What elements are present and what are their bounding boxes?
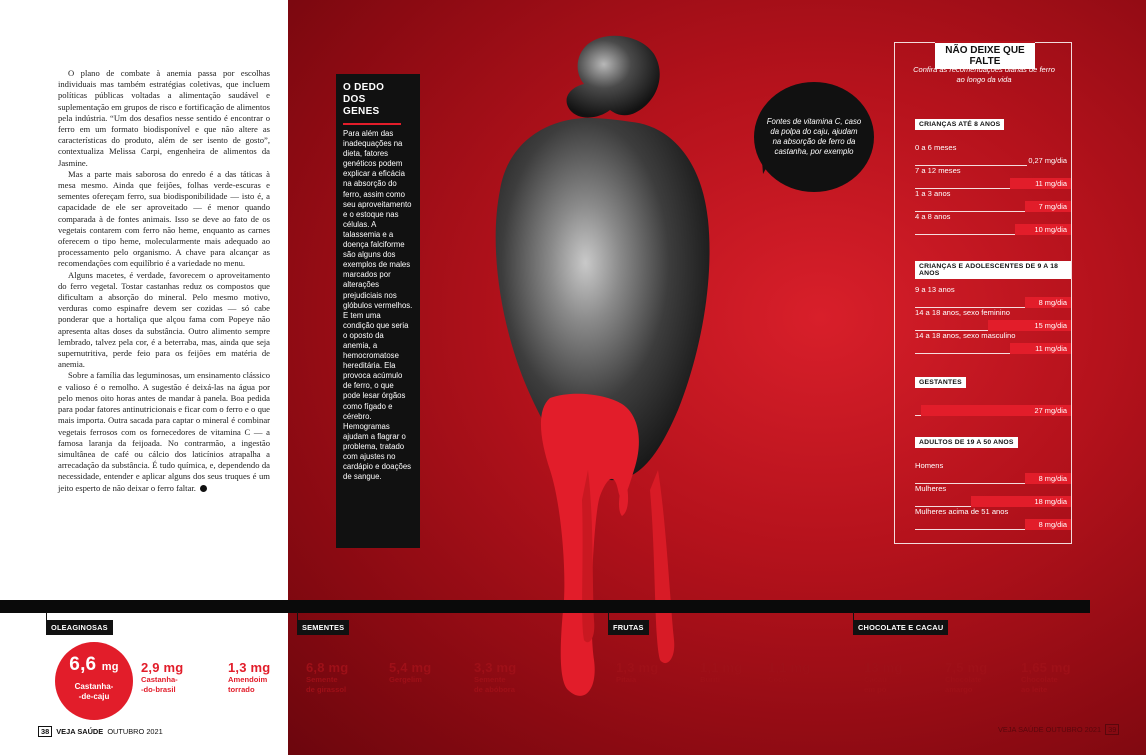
food-item-name <box>474 675 516 694</box>
food-item-name-line2: de girassol <box>306 684 347 694</box>
food-item <box>474 660 516 694</box>
article-paragraph-text: Sobre a família das leguminosas, um ensinamento clássico e valioso é o remolho. A sugestão é deixá-las na água por pelo menos oito horas antes de mandar à panela. Boa pedida para podar fatores antinutricionais e ficar com o ferro e o que mais importa. Outra sacada para captar o mineral é combinar vegetais ferrosos com os fornecedores de vitamina C — a famosa laranja da feijoada. No contrarmão, a ingestão simultânea de café ou cálcio dos laticínios atrapalha a arrecadação da substância. É tudo química, e, dependendo da necessidade, entender e aplicar alguns dos seus truques é um jeito esperto de não deixar o ferro faltar. <box>58 370 270 493</box>
food-item-name <box>141 675 183 694</box>
panel-row-bar: 10 mg/dia <box>1015 224 1071 235</box>
featured-item-name <box>55 682 133 702</box>
juice-drip-3 <box>650 470 674 663</box>
panel-row-label: 14 a 18 anos, sexo masculino <box>915 331 1016 340</box>
article-paragraph: O plano de combate à anemia passa por escolhas individuais mas também estratégias coletivas, que incluem políticas públicas voltadas a alimentação saudável e suplementação em grupos de risco e fortificação de alimentos pela indústria. “Um dos desafios nesse sentido é encontrar o ferro em um formato biodisponível e que não altere as características do produto, além de ser isento de gosto”, contextualiza Melissa Carpi, engenheira de alimentos da Jasmine. <box>58 68 270 168</box>
featured-item-cashew <box>55 642 133 720</box>
food-item-name-line1: Semente <box>474 675 506 684</box>
category-chocolate: CHOCOLATE E CACAU <box>853 620 948 635</box>
food-item <box>616 660 658 685</box>
panel-row-label: 7 a 12 meses <box>915 166 961 175</box>
featured-value-number: 6,6 <box>69 654 97 675</box>
left-issue: OUTUBRO 2021 <box>107 727 163 736</box>
cashew-nut <box>567 36 660 118</box>
food-item-name-line2: ao leite <box>1021 684 1048 694</box>
food-item-name-line1: Coco <box>768 675 787 684</box>
panel-subtitle: Confira as recomendações diárias de ferro ao longo da vida <box>913 65 1055 84</box>
food-item-value: 1,3 mg <box>616 660 659 675</box>
food-item <box>700 660 742 685</box>
food-item-name-line2: -do-brasil <box>141 684 176 694</box>
food-item-value: 1,1 mg <box>700 660 743 675</box>
panel-row-label: 1 a 3 anos <box>915 189 951 198</box>
panel-row-label: 4 a 8 anos <box>915 212 951 221</box>
food-item <box>945 660 987 694</box>
food-item-name <box>389 675 431 685</box>
panel-row-label: Mulheres acima de 51 anos <box>915 507 1009 516</box>
food-item-name-line1: Buriti <box>700 675 720 684</box>
panel-row-bar: 8 mg/dia <box>1025 473 1071 484</box>
food-item-name-line2: em pó <box>864 684 887 694</box>
panel-row-label: 0 a 6 meses <box>915 143 957 152</box>
food-item <box>768 660 810 685</box>
panel-row-bar: 27 mg/dia <box>921 405 1071 416</box>
food-item-value: 1,65 mg <box>1021 660 1071 675</box>
panel-row-bar: 11 mg/dia <box>1010 178 1071 189</box>
panel-row-bar: 8 mg/dia <box>1025 297 1071 308</box>
food-item-name-line1: Amendoim <box>228 675 268 684</box>
sidebar-body: Para além das inadequações na dieta, fatores genéticos podem explicar a eficácia na absorção do ferro, assim como seu aproveitamento e o estoque nas células. A talassemia e a doença falciforme são alguns dos exemplos de males marcados por alterações prejudiciais nos glóbulos vermelhos. E tem uma condição que seria o oposto da anemia, a hemocromatose hereditária. Ela provoca acúmulo de ferro, o que pode lesar órgãos como fígado e cérebro. Hemogramas ajudam a flagrar o problema, tratado com ajustes no cardápio e doações de sangue. <box>343 129 413 482</box>
article-paragraph: Mas a parte mais saborosa do enredo é a das táticas à mesa mesmo. Ainda que feijões, folhas verde-escuras e sementes ofereçam ferro, sua biodisponibilidade — isto é, a capacidade de ele ser aproveitado — é menor quando comparada à de fontes animais. Isso se deve ao fato de os vegetais contarem com ferro não heme, enquanto as carnes oferecem o tipo heme, molecularmente mais adequado ao processamento pelo organismo. A chave para alcançar as recomendações com equilíbrio é a variedade no menu. <box>58 168 270 269</box>
panel-row-bar: 8 mg/dia <box>1025 519 1071 530</box>
food-item-value: 13 mg <box>864 660 903 675</box>
food-item-name <box>1021 675 1071 694</box>
panel-row-rule <box>915 234 1017 235</box>
right-folio <box>998 724 1119 735</box>
panel-row-label: 14 a 18 anos, sexo feminino <box>915 308 1010 317</box>
sidebar-title-line1: O DEDO <box>343 82 385 93</box>
food-item-value: 6,8 mg <box>306 660 349 675</box>
iron-recommendations-panel <box>894 42 1072 544</box>
featured-value-unit: mg <box>101 661 119 673</box>
category-oleaginosas: OLEAGINOSAS <box>46 620 113 635</box>
vitamin-c-bubble <box>754 82 874 192</box>
food-item-value: 2,9 mg <box>141 660 184 675</box>
food-item-name-line1: Chocolate <box>1021 675 1058 684</box>
panel-row-label: Homens <box>915 461 944 470</box>
panel-row-rule <box>915 529 1027 530</box>
genes-sidebar <box>336 74 420 548</box>
panel-group-label: ADULTOS DE 19 A 50 ANOS <box>915 437 1018 448</box>
food-item-value: 1,1 mg <box>768 660 811 675</box>
panel-row-label: 9 a 13 anos <box>915 285 955 294</box>
right-page-number: 39 <box>1105 724 1119 735</box>
panel-row-bar: 0,27 mg/dia <box>1028 156 1067 165</box>
left-brand: VEJA SAÚDE <box>56 727 104 736</box>
food-item-name <box>768 675 810 685</box>
panel-row-bar: 18 mg/dia <box>971 496 1071 507</box>
food-item <box>228 660 270 694</box>
category-sementes: SEMENTES <box>297 620 349 635</box>
left-page <box>0 0 288 755</box>
panel-row-label: Mulheres <box>915 484 947 493</box>
food-item <box>389 660 431 685</box>
right-folio-text: VEJA SAÚDE OUTUBRO 2021 <box>998 725 1102 734</box>
featured-name-line1: Castanha- <box>74 682 114 691</box>
panel-row-bar: 11 mg/dia <box>1010 343 1071 354</box>
food-item-name-line2: amargo <box>945 684 973 694</box>
food-item-value: 7,5 mg <box>945 660 988 675</box>
food-item-name-line2: de abóbora <box>474 684 515 694</box>
sidebar-title-line2: DOS GENES <box>343 94 380 117</box>
food-item <box>306 660 348 694</box>
panel-row-bar: 15 mg/dia <box>988 320 1071 331</box>
sidebar-title <box>343 82 401 125</box>
food-item-value: 5,4 mg <box>389 660 432 675</box>
end-of-article-bullet-icon <box>200 485 207 492</box>
food-item-value: 1,3 mg <box>228 660 271 675</box>
bubble-text: Fontes de vitamina C, caso da polpa do caju, ajudam na absorção de ferro da castanha, por exemplo <box>766 117 862 156</box>
food-item-name-line1: Cacau <box>864 675 887 684</box>
food-item-name <box>864 675 903 694</box>
panel-group-label: CRIANÇAS E ADOLESCENTES DE 9 A 18 ANOS <box>915 261 1071 279</box>
left-page-number: 38 <box>38 726 52 737</box>
left-folio <box>38 726 163 737</box>
food-item-name <box>616 675 658 685</box>
food-item-name <box>700 675 742 685</box>
panel-group-label: CRIANÇAS ATÉ 8 ANOS <box>915 119 1004 130</box>
food-item-name <box>228 675 270 694</box>
food-item-name-line1: Gergelim <box>389 675 422 684</box>
featured-name-line2: -de-caju <box>78 692 110 701</box>
panel-title: NÃO DEIXE QUE FALTE <box>935 43 1035 69</box>
panel-row-bar: 7 mg/dia <box>1025 201 1071 212</box>
category-frutas: FRUTAS <box>608 620 649 635</box>
food-item <box>141 660 183 694</box>
food-item-name <box>945 675 987 694</box>
featured-item-value <box>55 654 133 676</box>
article-paragraph: Alguns macetes, é verdade, favorecem o aproveitamento do ferro vegetal. Tostar castanhas reduz os compostos que dificultam a absorção do mineral. Pelo mesmo motivo, verduras como espinafre devem ser cozidas — só cabe ponderar que a hortaliça que alçou fama com Popeye não apresenta altas doses da substância. Outro alimento sempre lembrado, talvez pela cor, é a beterraba, mas, ainda que seja supernutritiva, perde feio para os feijões em matéria de anemia. <box>58 269 270 370</box>
food-item-name-line1: Semente <box>306 675 338 684</box>
timeline-bar <box>0 600 1090 613</box>
food-item <box>1021 660 1071 694</box>
food-item-name-line1: Chocolate <box>945 675 982 684</box>
food-item <box>864 660 903 694</box>
panel-group-label: GESTANTES <box>915 377 966 388</box>
food-item-name-line1: Pitaia <box>616 675 637 684</box>
article-paragraph <box>58 370 270 493</box>
panel-row-rule <box>915 353 1012 354</box>
food-item-value: 3,3 mg <box>474 660 517 675</box>
food-item-name-line2: torrado <box>228 684 255 694</box>
food-item-name-line1: Castanha- <box>141 675 178 684</box>
food-item-name <box>306 675 348 694</box>
article-text <box>58 68 270 494</box>
